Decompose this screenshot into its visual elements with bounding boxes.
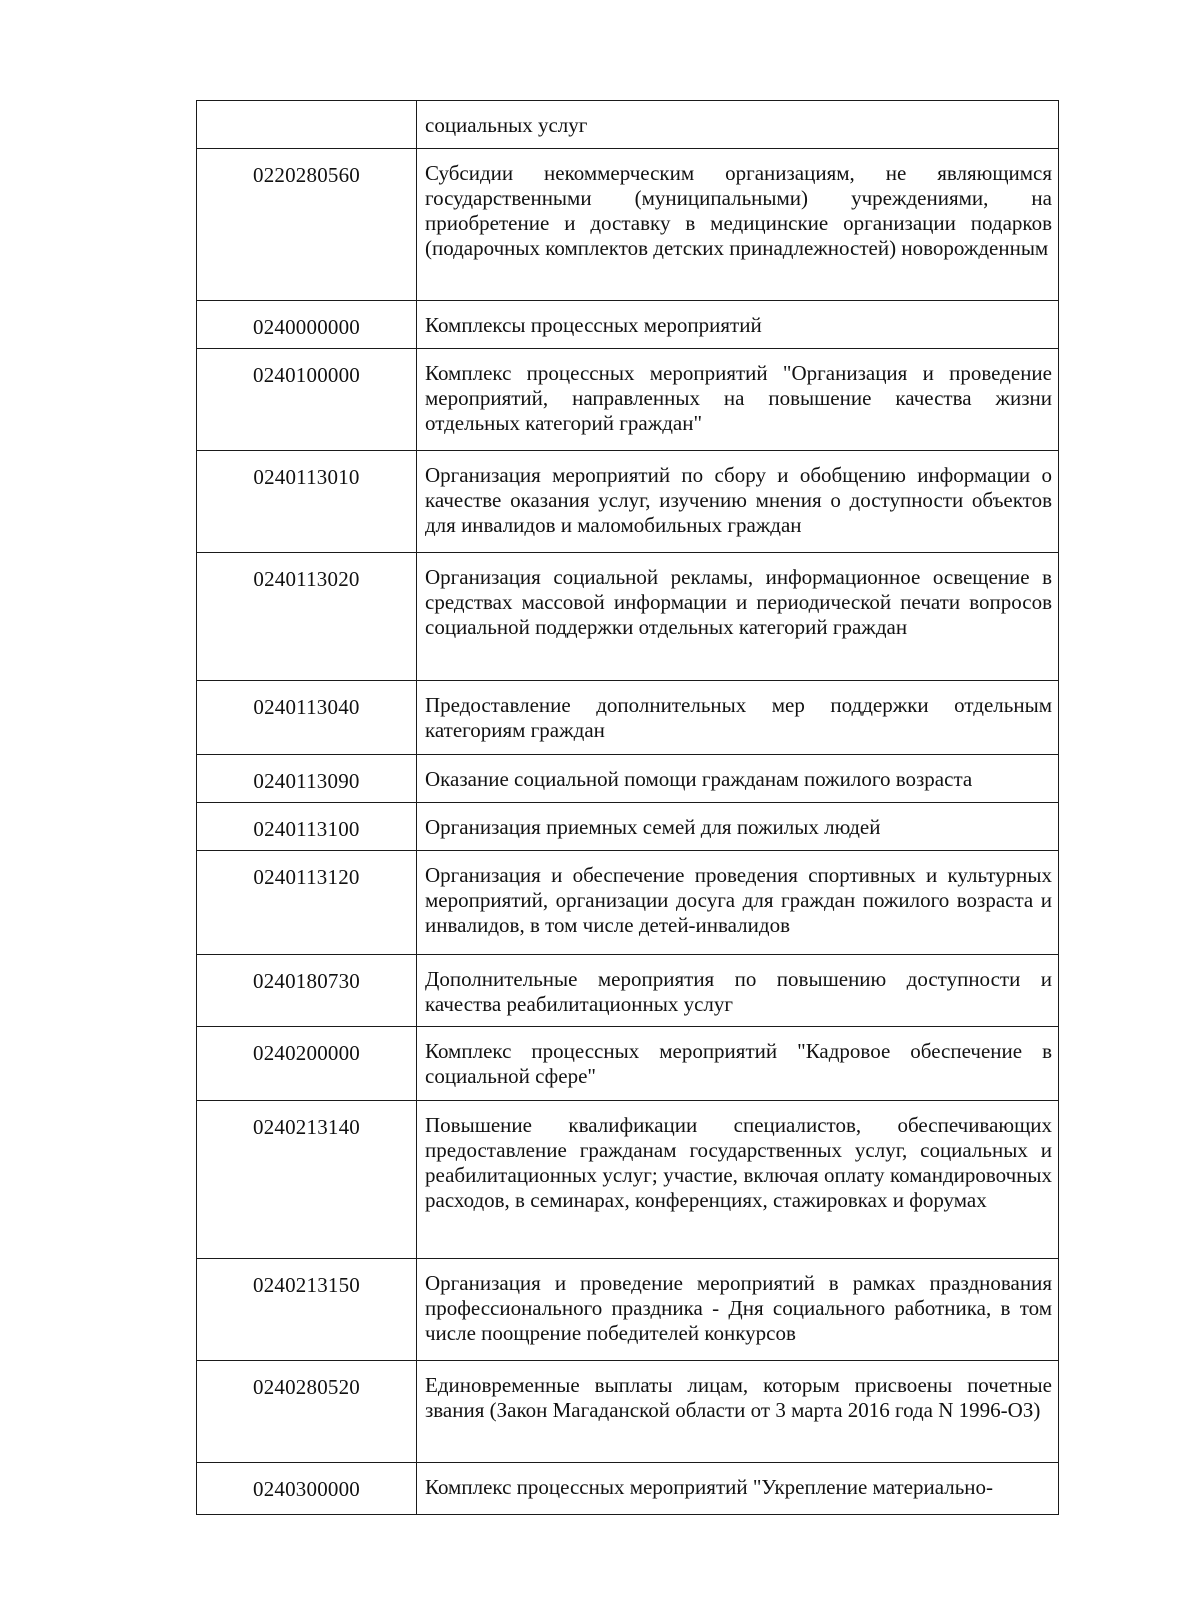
table-row bbox=[197, 553, 1059, 681]
table-row bbox=[197, 1463, 1059, 1515]
table-row bbox=[197, 803, 1059, 851]
description-text: Дополнительные мероприятия по повышению доступности и качества реабилитационных услуг bbox=[425, 967, 1052, 1016]
code-cell: 0220280560 bbox=[197, 149, 417, 301]
table-row bbox=[197, 1101, 1059, 1259]
description-text: Единовременные выплаты лицам, которым присвоены почетные звания (Закон Магаданской области от 3 марта 2016 года N 1996-ОЗ) bbox=[425, 1373, 1052, 1422]
description-cell bbox=[417, 451, 1059, 553]
table-row bbox=[197, 149, 1059, 301]
description-cell bbox=[417, 681, 1059, 755]
description-text: Организация мероприятий по сбору и обобщению информации о качестве оказания услуг, изучению мнения о доступности объектов для инвалидов и маломобильных граждан bbox=[425, 463, 1052, 537]
code-cell: 0240113100 bbox=[197, 803, 417, 851]
description-text: Повышение квалификации специалистов, обеспечивающих предоставление гражданам государственных услуг, социальных и реабилитационных услуг; участие, включая оплату командировочных расходов, в семинарах, конференциях, стажировках и форумах bbox=[425, 1113, 1052, 1212]
description-cell bbox=[417, 1101, 1059, 1259]
description-cell bbox=[417, 149, 1059, 301]
code-cell: 0240300000 bbox=[197, 1463, 417, 1515]
description-cell bbox=[417, 349, 1059, 451]
table-row bbox=[197, 1361, 1059, 1463]
description-cell bbox=[417, 1259, 1059, 1361]
table-row bbox=[197, 851, 1059, 955]
budget-code-table bbox=[196, 100, 1059, 1515]
code-cell: 0240280520 bbox=[197, 1361, 417, 1463]
description-text: Комплекс процессных мероприятий "Укрепление материально- bbox=[425, 1475, 994, 1499]
code-cell: 0240113090 bbox=[197, 755, 417, 803]
description-text: Организация социальной рекламы, информационное освещение в средствах массовой информации и периодической печати вопросов социальной поддержки отдельных категорий граждан bbox=[425, 565, 1052, 639]
table-row bbox=[197, 101, 1059, 149]
description-cell bbox=[417, 553, 1059, 681]
table-row bbox=[197, 755, 1059, 803]
description-cell bbox=[417, 803, 1059, 851]
table-row bbox=[197, 1259, 1059, 1361]
description-cell bbox=[417, 851, 1059, 955]
description-text: Организация и проведение мероприятий в рамках празднования профессионального праздника - Дня социального работника, в том числе поощрение победителей конкурсов bbox=[425, 1271, 1052, 1345]
code-cell bbox=[197, 101, 417, 149]
table-row bbox=[197, 301, 1059, 349]
description-text: Комплексы процессных мероприятий bbox=[425, 313, 762, 337]
table-row bbox=[197, 451, 1059, 553]
table-body bbox=[197, 101, 1059, 1515]
description-text: Комплекс процессных мероприятий "Организация и проведение мероприятий, направленных на повышение качества жизни отдельных категорий граждан" bbox=[425, 361, 1052, 435]
code-cell: 0240213150 bbox=[197, 1259, 417, 1361]
code-cell: 0240113020 bbox=[197, 553, 417, 681]
description-text: Организация и обеспечение проведения спортивных и культурных мероприятий, организации досуга для граждан пожилого возраста и инвалидов, в том числе детей-инвалидов bbox=[425, 863, 1052, 937]
table-row bbox=[197, 1027, 1059, 1101]
description-text: Оказание социальной помощи гражданам пожилого возраста bbox=[425, 767, 973, 791]
description-cell bbox=[417, 1463, 1059, 1515]
description-cell bbox=[417, 1361, 1059, 1463]
code-cell: 0240200000 bbox=[197, 1027, 417, 1101]
description-text: Комплекс процессных мероприятий "Кадровое обеспечение в социальной сфере" bbox=[425, 1039, 1052, 1088]
description-cell bbox=[417, 1027, 1059, 1101]
description-text: Субсидии некоммерческим организациям, не являющимся государственными (муниципальными) учреждениями, на приобретение и доставку в медицинские организации подарков (подарочных комплектов детских принадлежностей) новорожденным bbox=[425, 161, 1052, 260]
code-cell: 0240180730 bbox=[197, 955, 417, 1027]
code-cell: 0240113040 bbox=[197, 681, 417, 755]
code-cell: 0240100000 bbox=[197, 349, 417, 451]
code-cell: 0240113120 bbox=[197, 851, 417, 955]
description-cell bbox=[417, 101, 1059, 149]
table-row bbox=[197, 349, 1059, 451]
table-row bbox=[197, 681, 1059, 755]
table-row bbox=[197, 955, 1059, 1027]
code-cell: 0240213140 bbox=[197, 1101, 417, 1259]
description-text: Организация приемных семей для пожилых людей bbox=[425, 815, 881, 839]
description-cell bbox=[417, 755, 1059, 803]
description-text: социальных услуг bbox=[425, 113, 588, 137]
description-cell bbox=[417, 955, 1059, 1027]
code-cell: 0240000000 bbox=[197, 301, 417, 349]
description-cell bbox=[417, 301, 1059, 349]
code-cell: 0240113010 bbox=[197, 451, 417, 553]
description-text: Предоставление дополнительных мер поддержки отдельным категориям граждан bbox=[425, 693, 1052, 742]
